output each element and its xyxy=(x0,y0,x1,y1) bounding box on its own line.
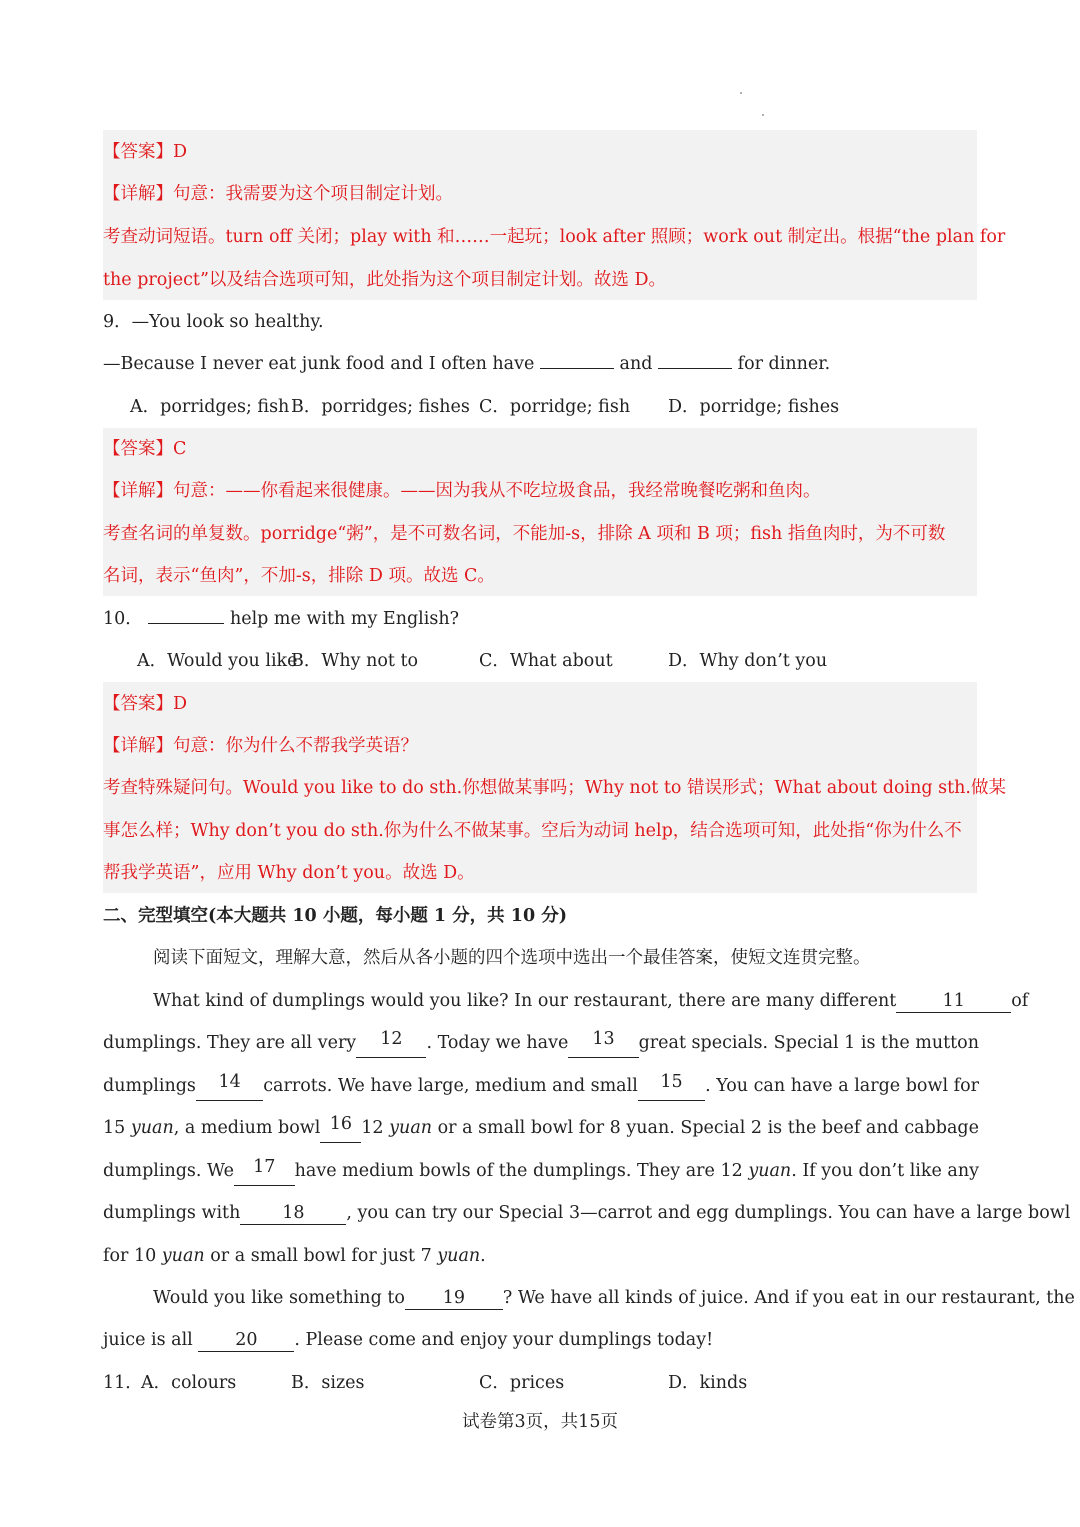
passage-line4: 15 yuan, a medium bowl 16 12 yuan or a small bowl for 8 yuan. Special 2 is the beef and cabbage xyxy=(103,1113,979,1143)
q10-answer: 【答案】D xyxy=(103,694,188,714)
q10-question: 10． help me with my English? xyxy=(103,609,460,629)
q11-option-c: C．prices xyxy=(479,1373,565,1393)
passage-line7: for 10 yuan or a small bowl for just 7 yuan. xyxy=(103,1246,486,1266)
q9-answer: 【答案】C xyxy=(103,439,187,459)
q9-explanation-line2: 名词，表示“鱼肉”，不加-s，排除 D 项。故选 C。 xyxy=(103,566,495,586)
scan-dot xyxy=(740,92,742,94)
blank-13: 13 xyxy=(568,1028,638,1058)
q9-options xyxy=(0,392,1080,422)
q10-explanation-line3: 帮我学英语”，应用 Why don’t you。故选 D。 xyxy=(103,863,475,883)
passage-line8: Would you like something to 19 ? We have all kinds of juice. And if you eat in our restaurant, the xyxy=(153,1288,1075,1308)
q10-detail: 【详解】句意：你为什么不帮我学英语？ xyxy=(103,736,418,756)
passage-line3: dumplings 14 carrots. We have large, medium and small 15 . You can have a large bowl for xyxy=(103,1071,979,1101)
passage-line6: dumplings with 18 , you can try our Special 3—carrot and egg dumplings. You can have a large bowl xyxy=(103,1203,1071,1223)
blank-14: 14 xyxy=(196,1071,263,1101)
q9-option-a: A．porridges; fish xyxy=(130,397,290,417)
blank-15: 15 xyxy=(638,1071,705,1101)
q9-option-d: D．porridge; fishes xyxy=(668,397,840,417)
blank xyxy=(540,368,614,369)
q11-options xyxy=(0,1368,1080,1398)
blank-18: 18 xyxy=(240,1202,346,1225)
q11-option-b: B．sizes xyxy=(291,1373,365,1393)
q8-explanation-line2: the project”以及结合选项可知，此处指为这个项目制定计划。故选 D。 xyxy=(103,270,666,290)
passage-line2: dumplings. They are all very 12 . Today we have 13 great specials. Special 1 is the mutton xyxy=(103,1028,979,1058)
blank xyxy=(658,368,732,369)
q11-option-a: A．colours xyxy=(141,1373,237,1393)
passage-line9: juice is all 20 . Please come and enjoy your dumplings today! xyxy=(103,1330,714,1350)
blank-11: 11 xyxy=(896,990,1011,1013)
q10-explanation-line2: 事怎么样；Why don’t you do sth.你为什么不做某事。空后为动词 help，结合选项可知，此处指“你为什么不 xyxy=(103,821,962,841)
q10-explanation-line1: 考查特殊疑问句。Would you like to do sth.你想做某事吗；Why not to 错误形式；What about doing sth.做某 xyxy=(103,778,1006,798)
q9-option-c: C．porridge; fish xyxy=(479,397,631,417)
blank-16: 16 xyxy=(320,1113,361,1143)
q8-detail: 【详解】句意：我需要为这个项目制定计划。 xyxy=(103,184,453,204)
q11-option-d: D．kinds xyxy=(668,1373,748,1393)
q9-option-b: B．porridges; fishes xyxy=(291,397,470,417)
q10-options xyxy=(0,646,1080,676)
q8-answer: 【答案】D xyxy=(103,142,188,162)
blank-12: 12 xyxy=(356,1028,426,1058)
q8-explanation-line1: 考查动词短语。turn off 关闭；play with 和……一起玩；look after 照顾；work out 制定出。根据“the plan for xyxy=(103,227,1006,247)
q10-option-d: D．Why don’t you xyxy=(668,651,828,671)
q9-line1: 9．—You look so healthy. xyxy=(103,312,324,332)
section-instruction: 阅读下面短文，理解大意，然后从各小题的四个选项中选出一个最佳答案，使短文连贯完整。 xyxy=(153,948,871,968)
passage-line1: What kind of dumplings would you like? In our restaurant, there are many different 11 of xyxy=(153,991,1029,1011)
scan-dot xyxy=(762,114,764,116)
passage-line5: dumplings. We 17 have medium bowls of the dumplings. They are 12 yuan. If you don’t like any xyxy=(103,1156,979,1186)
q10-option-b: B．Why not to xyxy=(291,651,419,671)
section-title: 二、完型填空(本大题共 10 小题，每小题 1 分，共 10 分) xyxy=(103,906,567,926)
q11-number: 11． xyxy=(103,1373,143,1393)
blank xyxy=(148,623,224,624)
q9-line2: —Because I never eat junk food and I often have and for dinner. xyxy=(103,354,831,374)
q10-option-c: C．What about xyxy=(479,651,613,671)
q10-option-a: A．Would you like xyxy=(137,651,298,671)
q9-detail: 【详解】句意：——你看起来很健康。——因为我从不吃垃圾食品，我经常晚餐吃粥和鱼肉。 xyxy=(103,481,821,501)
q9-explanation-line1: 考查名词的单复数。porridge“粥”，是不可数名词，不能加-s，排除 A 项和 B 项；fish 指鱼肉时，为不可数 xyxy=(103,524,946,544)
page-footer: 试卷第3页，共15页 xyxy=(462,1412,618,1432)
blank-19: 19 xyxy=(405,1287,503,1310)
blank-20: 20 xyxy=(198,1329,294,1352)
blank-17: 17 xyxy=(234,1156,295,1186)
